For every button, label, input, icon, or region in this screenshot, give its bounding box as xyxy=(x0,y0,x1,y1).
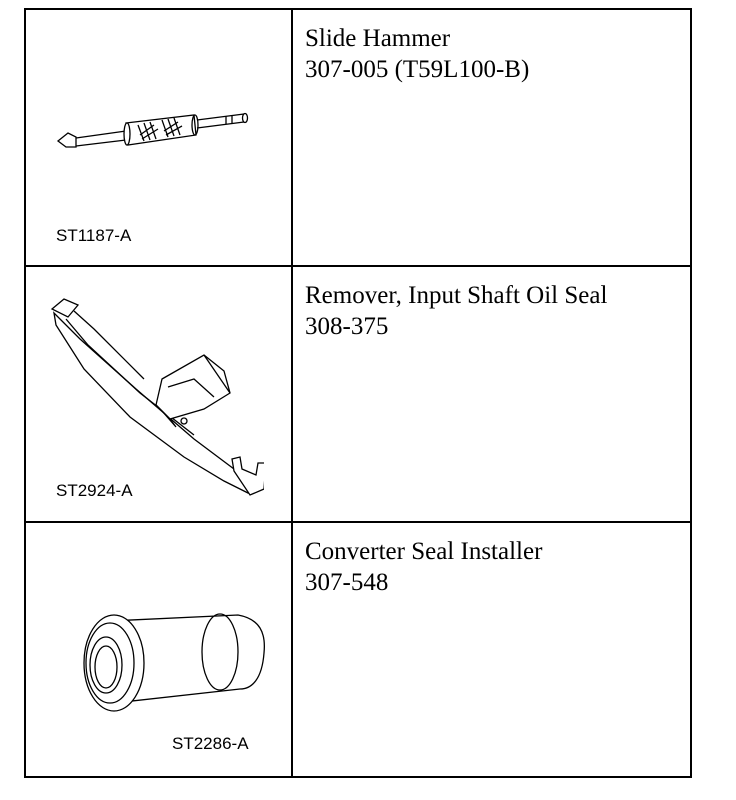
tool-name: Converter Seal Installer xyxy=(305,538,543,565)
description-cell xyxy=(293,523,690,776)
seal-installer-icon xyxy=(70,593,270,733)
tool-name: Remover, Input Shaft Oil Seal xyxy=(305,282,608,309)
illustration-cell xyxy=(26,267,293,521)
tool-number: 308-375 xyxy=(305,313,389,340)
illustration-cell xyxy=(26,523,293,776)
figure-code: ST1187-A xyxy=(56,226,132,245)
tool-number: 307-005 (T59L100-B) xyxy=(305,56,530,83)
tool-row xyxy=(26,267,690,523)
illustration-cell xyxy=(26,10,293,265)
tool-number: 307-548 xyxy=(305,569,389,596)
seal-remover-icon xyxy=(44,289,264,501)
tool-row xyxy=(26,523,690,776)
special-tools-table xyxy=(24,8,692,778)
figure-code: ST2924-A xyxy=(56,481,133,500)
figure-code: ST2286-A xyxy=(172,734,249,753)
description-cell xyxy=(293,10,690,265)
slide-hammer-icon xyxy=(54,95,254,165)
tool-row xyxy=(26,10,690,267)
tool-name: Slide Hammer xyxy=(305,25,451,52)
description-cell xyxy=(293,267,690,521)
